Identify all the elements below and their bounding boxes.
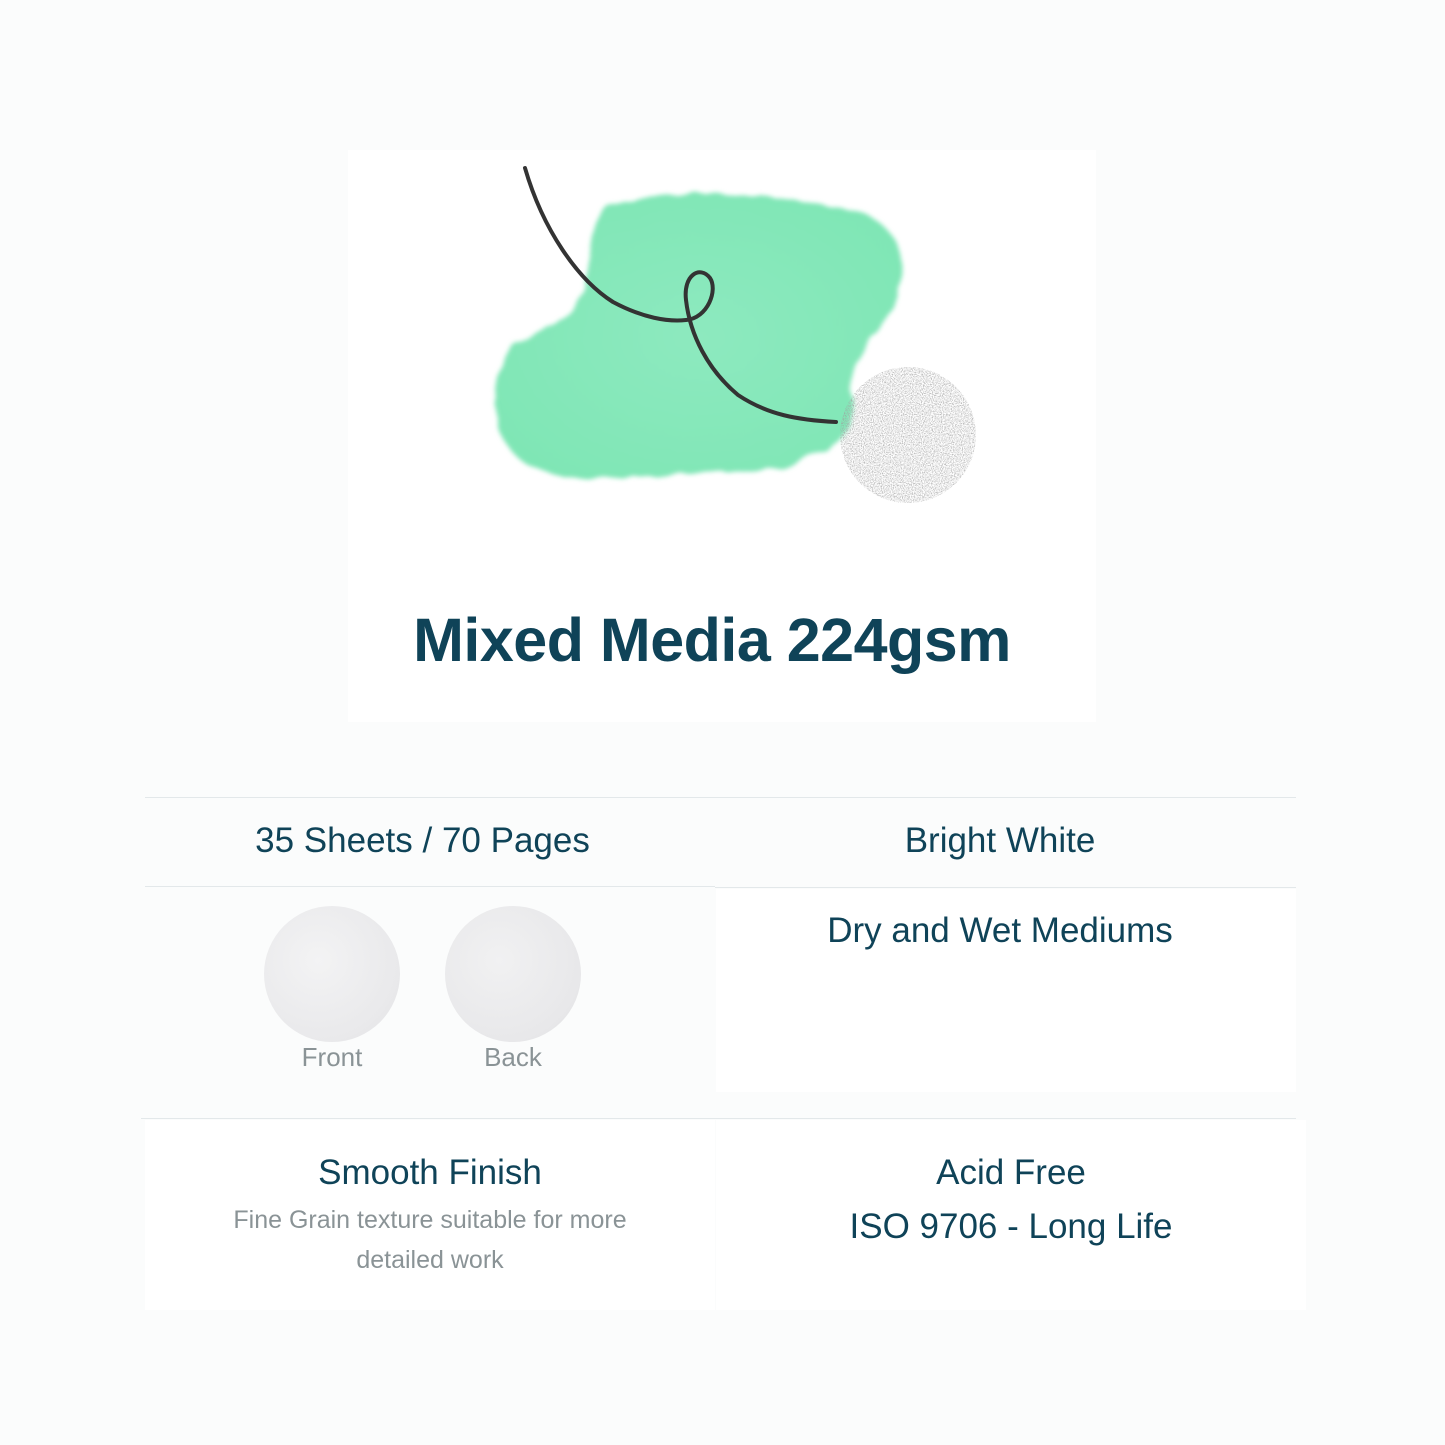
divider-row1-right	[715, 887, 1296, 888]
divider-top	[145, 797, 1296, 798]
acid-free: Acid Free	[936, 1153, 1086, 1192]
finish-description-line1: Fine Grain texture suitable for more	[233, 1206, 627, 1234]
finish-title: Smooth Finish	[318, 1153, 542, 1192]
mediums: Dry and Wet Mediums	[827, 911, 1173, 950]
paper-color: Bright White	[904, 821, 1096, 860]
back-label: Back	[484, 1042, 542, 1072]
front-texture-swatch	[264, 906, 400, 1042]
iso-standard: ISO 9706 - Long Life	[849, 1207, 1173, 1246]
product-title: Mixed Media 224gsm	[413, 606, 1011, 674]
back-texture-swatch	[445, 906, 581, 1042]
divider-row2	[141, 1118, 1296, 1119]
front-label: Front	[301, 1042, 363, 1072]
sheets-count: 35 Sheets / 70 Pages	[255, 821, 590, 860]
graphite-dot	[840, 367, 976, 503]
divider-row1-left	[145, 886, 715, 887]
finish-description-line2: detailed work	[356, 1246, 504, 1274]
